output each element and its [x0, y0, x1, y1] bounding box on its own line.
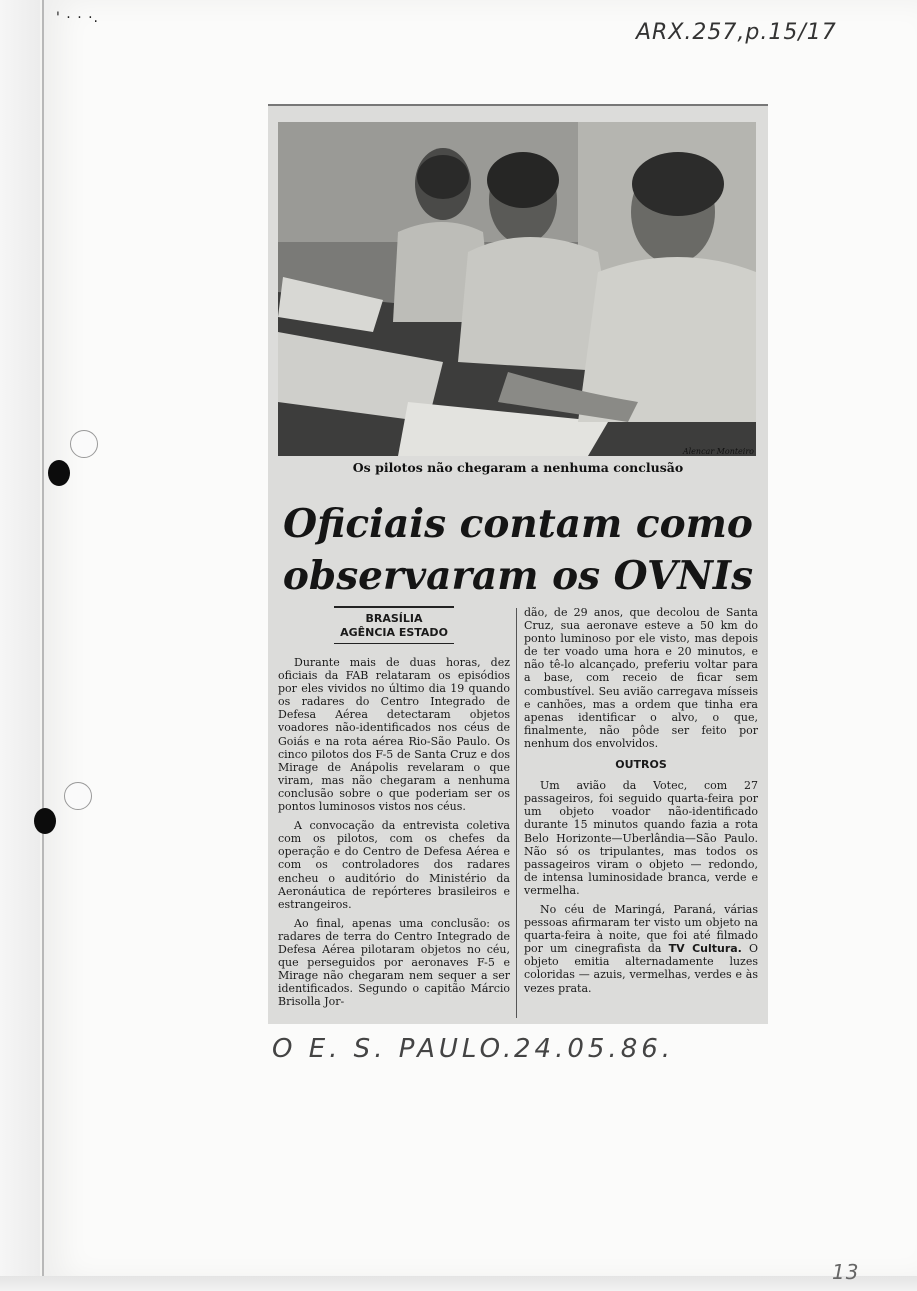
- corner-marks: ' · · ·.: [56, 10, 99, 26]
- punch-hole: [34, 808, 56, 834]
- byline-city: BRASÍLIA: [365, 612, 423, 625]
- photo-caption: Os pilotos não chegaram a nenhuma conclusão: [352, 460, 684, 475]
- tv-cultura-mention: TV Cultura.: [668, 942, 742, 956]
- paragraph-text: O objeto emitia alternadamente luzes coloridas — azuis, vermelhas, verdes e às vezes prata.: [524, 942, 759, 995]
- scan-bottom-edge: [0, 1276, 917, 1291]
- punch-hole: [48, 460, 70, 486]
- headline-line-2: observaram os OVNIs: [282, 553, 754, 599]
- article-paragraph: Durante mais de duas horas, dez oficiais da FAB relataram os episódios por eles vividos no último dia 19 quando os radares do Centro Integrado de Defesa Aérea detectaram objetos voadores não-identificados nos céus de Goiás e na rota aérea Rio-São Paulo. Os cinco pilotos dos F-5 de Santa Cruz e dos Mirage de Anápolis revelaram o que viram, mas não chegaram a nenhuma conclusão sobre o que poderiam ser os pontos luminosos vistos nos céus.: [278, 656, 510, 814]
- photo-credit: Alencar Monteiro: [682, 447, 754, 456]
- punch-hole-ring: [70, 430, 98, 458]
- date-annotation: 24.05.86.: [514, 1034, 675, 1064]
- article-paragraph: Ao final, apenas uma conclusão: os radares de terra do Centro Integrado de Defesa Aérea pilotaram objetos no céu, que perseguidos por aeronaves F-5 e Mirage não chegaram nem sequer a ser identificados. Segundo o capitão Márcio Brisolla Jor-: [278, 916, 510, 1009]
- byline: [278, 606, 510, 644]
- article-paragraph: dão, de 29 anos, que decolou de Santa Cruz, sua aeronave esteve a 50 km do ponto luminoso por ele visto, mas depois de ter voado uma hora e 20 minutos, e não tê-lo alcançado, preferiu voltar para a base, com receio de ficar sem combustível. Seu avião carregava mísseis e canhões, mas a ordem que tinha era apenas identificar o alvo, o que, finalmente, não pôde ser feito por nenhum dos envolvidos.: [524, 606, 758, 750]
- archive-reference: ARX.257,p.15/17: [636, 20, 837, 45]
- column-divider: [516, 608, 517, 1018]
- page-number: 13: [832, 1260, 860, 1284]
- article-photo: [278, 122, 756, 456]
- article-paragraph: [524, 903, 758, 995]
- scan-margin: [0, 0, 40, 1291]
- article-column-left: [278, 606, 510, 1014]
- byline-rule-top: [334, 606, 454, 608]
- article-paragraph: A convocação da entrevista coletiva com os pilotos, com os chefes da operação e do Centro de Defesa Aérea e com os controladores dos radares encheu o auditório do Ministério da Aeronáutica de repórteres brasileiros e estrangeiros.: [278, 819, 510, 911]
- pilots-photo-image: [278, 122, 756, 456]
- headline: [278, 498, 758, 602]
- byline-rule-bottom: [334, 643, 454, 644]
- article-column-right: [524, 606, 758, 1001]
- subheading: OUTROS: [615, 758, 667, 772]
- byline-agency: AGÊNCIA ESTADO: [340, 626, 448, 639]
- source-annotation: O E. S. PAULO.: [272, 1034, 516, 1064]
- paragraph-text: No céu de Maringá, Paraná, várias pessoas afirmaram ter visto um objeto na quarta-feira à noite, que foi até filmado por um cinegrafista da: [524, 902, 758, 956]
- article-paragraph: Um avião da Votec, com 27 passageiros, foi seguido quarta-feira por um objeto voador não-identificado durante 15 minutos quando fazia a rota Belo Horizonte—Uberlândia—São Paulo. Não só os tripulantes, mas todos os passageiros viram o objeto — redondo, de intensa luminosidade branca, verde e vermelha.: [524, 779, 758, 897]
- punch-hole-ring: [64, 782, 92, 810]
- newspaper-clipping: [268, 104, 768, 1024]
- headline-line-1: Oficiais contam como: [283, 501, 753, 547]
